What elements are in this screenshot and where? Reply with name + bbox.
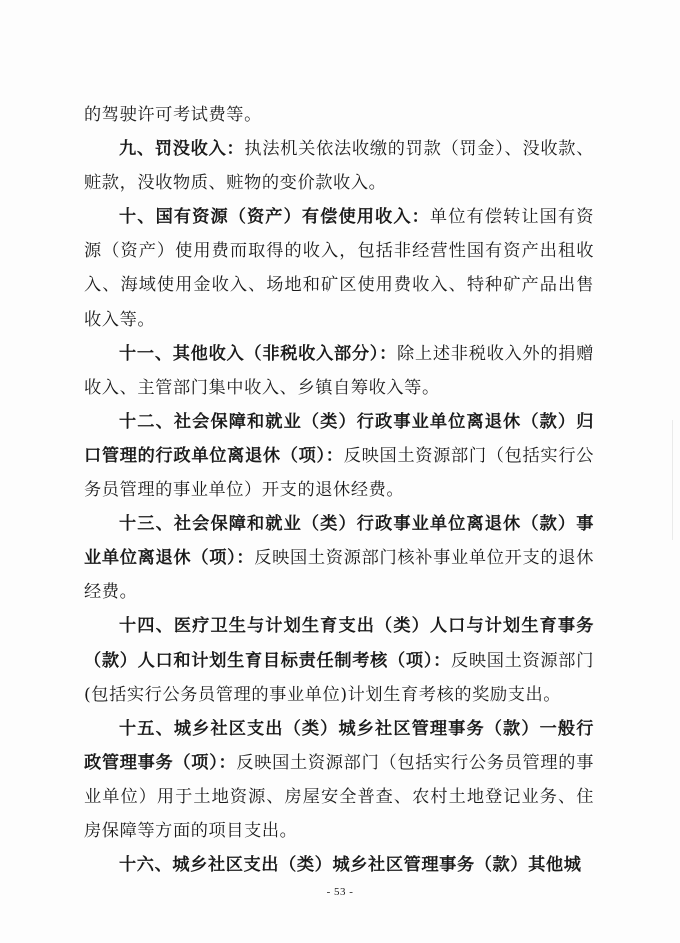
paragraph-body: 的驾驶许可考试费等。 xyxy=(84,105,262,125)
paragraph-item-15 xyxy=(84,712,594,848)
paragraph-heading: 十四、医疗卫生与计划生育支出（类）人口与计划生育事务（款）人口和计划生育目标责任制考核（项）： xyxy=(84,616,594,671)
paragraph-item-11 xyxy=(84,337,594,405)
paragraph-item-14 xyxy=(84,609,594,711)
paragraph-body: 除上述非税收入外的捐赠收入、主管部门集中收入、乡镇自筹收入等。 xyxy=(84,343,594,398)
paragraph-body: 反映国土资源部门（包括实行公务员管理的事业单位）用于土地资源、房屋安全普查、农村土地登记业务、住房保障等方面的项目支出。 xyxy=(84,752,594,841)
paragraph-heading: 十一、其他收入（非税收入部分）： xyxy=(119,343,398,364)
paragraph-item-10 xyxy=(84,200,594,336)
paragraph-item-12 xyxy=(84,405,594,507)
paragraph-heading: 十三、社会保障和就业（类）行政事业单位离退休（款）事业单位离退休（项）： xyxy=(84,514,594,569)
page-number: - 53 - xyxy=(326,886,354,898)
paragraph-heading: 十二、社会保障和就业（类）行政事业单位离退休（款）归口管理的行政单位离退休（项）： xyxy=(84,411,594,466)
paragraph-heading: 十、国有资源（资产）有偿使用收入： xyxy=(119,207,430,228)
paragraph-item-9 xyxy=(84,132,594,200)
paragraph-body: 反映国土资源部门(包括实行公务员管理的事业单位)计划生育考核的奖励支出。 xyxy=(84,650,594,705)
paragraph-heading: 十五、城乡社区支出（类）城乡社区管理事务（款）一般行政管理事务（项）： xyxy=(84,718,594,773)
scan-edge-mark xyxy=(672,420,673,540)
paragraph-item-16 xyxy=(84,848,594,882)
paragraph-item-13 xyxy=(84,507,594,609)
paragraph-body: 执法机关依法收缴的罚款（罚金）、没收款、赃款，没收物质、赃物的变价款收入。 xyxy=(84,139,595,194)
paragraph-heading: 十六、城乡社区支出（类）城乡社区管理事务（款）其他城 xyxy=(119,855,582,876)
paragraph-body: 反映国土资源部门（包括实行公务员管理的事业单位）开支的退休经费。 xyxy=(84,445,594,501)
paragraph-body: 反映国土资源部门核补事业单位开支的退休经费。 xyxy=(84,548,594,603)
paragraph-continuation xyxy=(84,98,594,132)
body-text xyxy=(84,98,594,882)
paragraph-heading: 九、罚没收入： xyxy=(119,139,245,160)
paragraph-body: 单位有偿转让国有资源（资产）使用费而取得的收入，包括非经营性国有资产出租收入、海域使用金收入、场地和矿区使用费收入、特种矿产品出售收入等。 xyxy=(84,207,594,330)
